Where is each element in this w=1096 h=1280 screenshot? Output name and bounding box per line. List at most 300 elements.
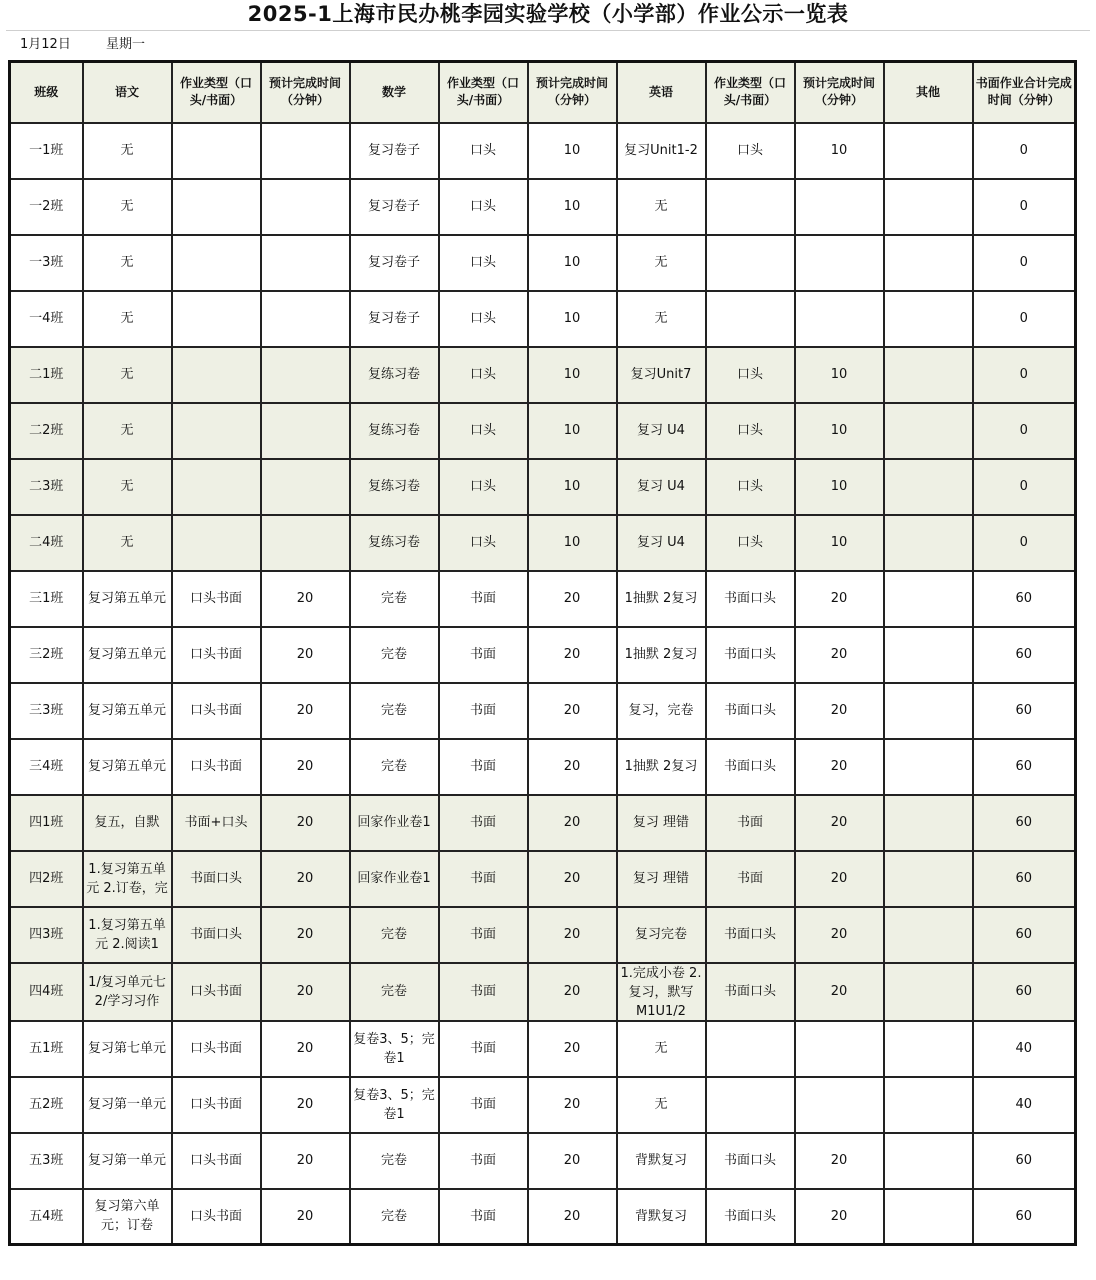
class-cell xyxy=(10,1077,83,1133)
english-cell-text: 复习Unit1-2 xyxy=(624,143,698,158)
chinese-type-cell xyxy=(172,627,261,683)
chinese-cell-text: 无 xyxy=(120,535,134,550)
english-time-cell xyxy=(795,1021,884,1077)
english-cell-text: 无 xyxy=(654,255,668,270)
total-time-cell-text: 60 xyxy=(1015,1208,1033,1224)
chinese-cell-text: 复五，自默 xyxy=(94,815,160,830)
english-time-cell xyxy=(795,235,884,291)
english-time-cell xyxy=(795,515,884,571)
other-cell xyxy=(884,1077,973,1133)
math-time-cell-text: 20 xyxy=(563,647,581,662)
math-type-cell-text: 书面 xyxy=(469,871,496,886)
chinese-cell-text: 复习第六单元；订卷 xyxy=(94,1199,160,1234)
math-time-cell xyxy=(528,123,617,179)
math-cell xyxy=(350,235,439,291)
other-cell xyxy=(884,851,973,907)
math-cell xyxy=(350,515,439,571)
table-row xyxy=(10,403,1076,459)
homework-table xyxy=(8,60,1077,1246)
class-cell-text: 五2班 xyxy=(29,1097,64,1112)
math-cell xyxy=(350,851,439,907)
english-type-cell xyxy=(706,1077,795,1133)
total-time-cell xyxy=(973,1021,1076,1077)
chinese-cell xyxy=(83,123,172,179)
math-type-cell-text: 口头 xyxy=(469,535,496,550)
english-time-cell-text: 20 xyxy=(830,759,848,774)
table-row xyxy=(10,515,1076,571)
other-cell xyxy=(884,1189,973,1245)
math-time-cell-text: 20 xyxy=(563,591,581,606)
chinese-cell xyxy=(83,1133,172,1189)
table-row xyxy=(10,571,1076,627)
chinese-time-cell-text: 20 xyxy=(296,815,314,830)
math-cell-text: 回家作业卷1 xyxy=(357,815,431,830)
english-type-cell xyxy=(706,347,795,403)
english-type-cell-text: 书面口头 xyxy=(723,759,776,774)
math-time-cell-text: 20 xyxy=(563,1208,581,1224)
math-cell xyxy=(350,627,439,683)
math-cell-text: 复习卷子 xyxy=(367,143,420,158)
english-type-cell-text: 书面 xyxy=(736,871,763,886)
other-cell xyxy=(884,347,973,403)
english-cell xyxy=(617,795,706,851)
math-time-cell-text: 10 xyxy=(563,143,581,158)
class-cell xyxy=(10,235,83,291)
chinese-time-cell xyxy=(261,1077,350,1133)
total-time-cell xyxy=(973,1077,1076,1133)
math-time-cell-text: 10 xyxy=(563,479,581,494)
english-time-cell-text: 10 xyxy=(830,143,848,158)
chinese-time-cell xyxy=(261,459,350,515)
date-label: 1月12日 xyxy=(20,37,71,52)
english-cell xyxy=(617,627,706,683)
english-cell-text: 复习 U4 xyxy=(637,479,685,494)
chinese-time-cell xyxy=(261,235,350,291)
english-time-cell xyxy=(795,739,884,795)
english-cell xyxy=(617,1133,706,1189)
english-type-cell-text: 书面口头 xyxy=(723,984,776,999)
other-cell xyxy=(884,1021,973,1077)
english-cell-text: 复习，完卷 xyxy=(628,703,694,718)
math-time-cell xyxy=(528,627,617,683)
english-cell-text: 复习 理错 xyxy=(632,815,690,830)
chinese-type-cell xyxy=(172,963,261,1021)
math-time-cell-text: 10 xyxy=(563,255,581,270)
chinese-time-cell xyxy=(261,739,350,795)
math-time-cell xyxy=(528,571,617,627)
english-type-cell xyxy=(706,963,795,1021)
math-type-cell-text: 口头 xyxy=(469,367,496,382)
math-type-cell-text: 口头 xyxy=(469,255,496,270)
total-time-cell xyxy=(973,347,1076,403)
math-type-cell-text: 书面 xyxy=(469,703,496,718)
total-time-cell-text: 0 xyxy=(1019,311,1028,326)
math-time-cell xyxy=(528,347,617,403)
math-type-cell-text: 书面 xyxy=(469,1208,496,1224)
english-time-cell-text: 20 xyxy=(830,703,848,718)
chinese-cell-text: 复习第一单元 xyxy=(87,1153,166,1168)
math-type-cell-text: 书面 xyxy=(469,984,496,999)
chinese-cell-text: 复习第五单元 xyxy=(87,703,166,718)
chinese-type-cell xyxy=(172,795,261,851)
other-cell xyxy=(884,235,973,291)
english-time-cell xyxy=(795,123,884,179)
math-cell xyxy=(350,907,439,963)
total-time-cell-text: 0 xyxy=(1019,143,1028,158)
table-body xyxy=(10,123,1076,1245)
math-time-cell-text: 10 xyxy=(563,311,581,326)
class-cell-text: 二2班 xyxy=(29,423,64,438)
table-row xyxy=(10,347,1076,403)
total-time-cell xyxy=(973,795,1076,851)
class-cell xyxy=(10,1133,83,1189)
english-cell-text: 复习完卷 xyxy=(634,927,687,942)
chinese-type-cell xyxy=(172,347,261,403)
class-cell xyxy=(10,179,83,235)
class-cell-text: 五4班 xyxy=(29,1208,64,1224)
column-header: 英语 xyxy=(617,62,706,123)
english-cell-text: 无 xyxy=(654,199,668,214)
chinese-type-cell xyxy=(172,515,261,571)
math-cell xyxy=(350,1021,439,1077)
math-type-cell xyxy=(439,123,528,179)
english-type-cell-text: 书面口头 xyxy=(723,1208,776,1224)
math-time-cell xyxy=(528,795,617,851)
chinese-time-cell xyxy=(261,123,350,179)
math-cell-text: 复练习卷 xyxy=(367,535,420,550)
english-type-cell xyxy=(706,627,795,683)
english-type-cell-text: 口头 xyxy=(736,143,763,158)
english-type-cell xyxy=(706,683,795,739)
class-cell-text: 一1班 xyxy=(29,143,64,158)
english-time-cell-text: 10 xyxy=(830,367,848,382)
chinese-time-cell-text: 20 xyxy=(296,703,314,718)
chinese-type-cell-text: 口头书面 xyxy=(189,703,242,718)
chinese-type-cell xyxy=(172,1133,261,1189)
chinese-cell-text: 无 xyxy=(120,143,134,158)
english-cell xyxy=(617,515,706,571)
chinese-time-cell-text: 20 xyxy=(296,591,314,606)
chinese-cell-text: 1.复习第五单元 2.阅读1 xyxy=(88,917,166,952)
class-cell xyxy=(10,459,83,515)
english-cell-text: 复习Unit7 xyxy=(630,367,692,382)
chinese-type-cell-text: 口头书面 xyxy=(189,1041,242,1056)
chinese-cell-text: 1/复习单元七 2/学习习作 xyxy=(88,974,166,1009)
chinese-time-cell xyxy=(261,515,350,571)
english-type-cell xyxy=(706,235,795,291)
class-cell-text: 二1班 xyxy=(29,367,64,382)
english-time-cell-text: 10 xyxy=(830,423,848,438)
english-cell xyxy=(617,1077,706,1133)
class-cell-text: 二4班 xyxy=(29,535,64,550)
english-time-cell-text: 20 xyxy=(830,591,848,606)
class-cell xyxy=(10,571,83,627)
english-type-cell-text: 口头 xyxy=(736,423,763,438)
other-cell xyxy=(884,123,973,179)
english-time-cell xyxy=(795,683,884,739)
chinese-type-cell xyxy=(172,1021,261,1077)
chinese-cell xyxy=(83,627,172,683)
math-time-cell-text: 20 xyxy=(563,871,581,886)
column-header: 作业类型（口头/书面） xyxy=(172,62,261,123)
class-cell-text: 一2班 xyxy=(29,199,64,214)
english-time-cell xyxy=(795,1077,884,1133)
table-row xyxy=(10,1189,1076,1245)
english-cell xyxy=(617,1021,706,1077)
total-time-cell-text: 40 xyxy=(1015,1041,1033,1056)
math-type-cell-text: 书面 xyxy=(469,1041,496,1056)
math-type-cell xyxy=(439,347,528,403)
english-time-cell-text: 10 xyxy=(830,535,848,550)
chinese-cell-text: 无 xyxy=(120,367,134,382)
table-row xyxy=(10,907,1076,963)
chinese-time-cell-text: 20 xyxy=(296,1097,314,1112)
math-cell xyxy=(350,1133,439,1189)
math-cell-text: 复练习卷 xyxy=(367,367,420,382)
chinese-cell xyxy=(83,795,172,851)
total-time-cell xyxy=(973,459,1076,515)
chinese-cell-text: 无 xyxy=(120,199,134,214)
english-cell-text: 1.完成小卷 2.复习，默写M1U1/2 xyxy=(620,965,702,1019)
chinese-cell xyxy=(83,851,172,907)
chinese-type-cell-text: 口头书面 xyxy=(189,1097,242,1112)
math-cell-text: 完卷 xyxy=(380,1208,407,1224)
english-type-cell-text: 书面 xyxy=(736,815,763,830)
math-type-cell xyxy=(439,235,528,291)
english-time-cell xyxy=(795,459,884,515)
other-cell xyxy=(884,795,973,851)
table-row xyxy=(10,1133,1076,1189)
math-cell-text: 复习卷子 xyxy=(367,311,420,326)
column-header: 作业类型（口头/书面） xyxy=(439,62,528,123)
chinese-time-cell xyxy=(261,1133,350,1189)
chinese-cell-text: 无 xyxy=(120,311,134,326)
total-time-cell xyxy=(973,235,1076,291)
page-title: 2025-1上海市民办桃李园实验学校（小学部）作业公示一览表 xyxy=(247,2,849,26)
chinese-type-cell xyxy=(172,459,261,515)
english-cell xyxy=(617,179,706,235)
english-cell xyxy=(617,459,706,515)
other-cell xyxy=(884,963,973,1021)
chinese-time-cell xyxy=(261,795,350,851)
other-cell xyxy=(884,739,973,795)
english-cell-text: 复习 U4 xyxy=(637,423,685,438)
english-type-cell xyxy=(706,291,795,347)
english-cell xyxy=(617,739,706,795)
chinese-time-cell xyxy=(261,347,350,403)
english-time-cell xyxy=(795,403,884,459)
class-cell xyxy=(10,515,83,571)
chinese-cell-text: 复习第五单元 xyxy=(87,591,166,606)
math-cell-text: 复练习卷 xyxy=(367,423,420,438)
chinese-time-cell xyxy=(261,963,350,1021)
table-row xyxy=(10,851,1076,907)
english-cell xyxy=(617,963,706,1021)
chinese-cell-text: 1.复习第五单元 2.订卷，完 xyxy=(86,861,168,896)
math-time-cell xyxy=(528,403,617,459)
math-type-cell xyxy=(439,515,528,571)
class-cell-text: 五3班 xyxy=(29,1153,64,1168)
table-row xyxy=(10,235,1076,291)
chinese-time-cell-text: 20 xyxy=(296,647,314,662)
math-type-cell-text: 口头 xyxy=(469,423,496,438)
total-time-cell-text: 0 xyxy=(1019,255,1028,270)
math-type-cell-text: 书面 xyxy=(469,927,496,942)
math-type-cell xyxy=(439,179,528,235)
english-cell xyxy=(617,291,706,347)
english-type-cell xyxy=(706,739,795,795)
math-cell-text: 完卷 xyxy=(380,759,407,774)
chinese-cell xyxy=(83,347,172,403)
math-cell xyxy=(350,1189,439,1245)
chinese-cell xyxy=(83,179,172,235)
english-cell-text: 复习 理错 xyxy=(632,871,690,886)
math-time-cell xyxy=(528,291,617,347)
math-time-cell-text: 20 xyxy=(563,1097,581,1112)
english-cell-text: 1抽默 2复习 xyxy=(624,759,698,774)
chinese-cell-text: 复习第一单元 xyxy=(87,1097,166,1112)
english-cell xyxy=(617,403,706,459)
math-type-cell xyxy=(439,291,528,347)
math-time-cell xyxy=(528,1021,617,1077)
english-type-cell xyxy=(706,403,795,459)
math-cell-text: 完卷 xyxy=(380,1153,407,1168)
class-cell-text: 三1班 xyxy=(29,591,64,606)
chinese-time-cell xyxy=(261,1189,350,1245)
column-header: 书面作业合计完成时间（分钟） xyxy=(973,62,1076,123)
english-cell xyxy=(617,851,706,907)
class-cell xyxy=(10,907,83,963)
chinese-time-cell-text: 20 xyxy=(296,1153,314,1168)
english-time-cell xyxy=(795,347,884,403)
chinese-type-cell xyxy=(172,291,261,347)
table-header-row xyxy=(10,62,1076,123)
total-time-cell xyxy=(973,627,1076,683)
chinese-cell xyxy=(83,571,172,627)
math-cell xyxy=(350,571,439,627)
total-time-cell-text: 60 xyxy=(1015,759,1033,774)
english-time-cell xyxy=(795,627,884,683)
table-row xyxy=(10,739,1076,795)
math-type-cell xyxy=(439,627,528,683)
english-type-cell xyxy=(706,795,795,851)
english-time-cell xyxy=(795,1133,884,1189)
other-cell xyxy=(884,459,973,515)
math-cell xyxy=(350,1077,439,1133)
math-type-cell xyxy=(439,1077,528,1133)
class-cell xyxy=(10,1189,83,1245)
english-cell xyxy=(617,347,706,403)
class-cell xyxy=(10,851,83,907)
english-type-cell-text: 口头 xyxy=(736,535,763,550)
total-time-cell-text: 60 xyxy=(1015,984,1033,999)
english-time-cell xyxy=(795,1189,884,1245)
class-cell xyxy=(10,739,83,795)
math-time-cell-text: 20 xyxy=(563,1153,581,1168)
total-time-cell xyxy=(973,123,1076,179)
math-time-cell xyxy=(528,963,617,1021)
chinese-cell xyxy=(83,515,172,571)
math-type-cell-text: 口头 xyxy=(469,479,496,494)
math-cell xyxy=(350,123,439,179)
table-row xyxy=(10,291,1076,347)
english-cell-text: 复习 U4 xyxy=(637,535,685,550)
class-cell-text: 一3班 xyxy=(29,255,64,270)
chinese-time-cell-text: 20 xyxy=(296,871,314,886)
math-time-cell xyxy=(528,515,617,571)
total-time-cell-text: 60 xyxy=(1015,927,1033,942)
class-cell xyxy=(10,123,83,179)
math-type-cell-text: 书面 xyxy=(469,759,496,774)
math-cell xyxy=(350,963,439,1021)
total-time-cell-text: 40 xyxy=(1015,1097,1033,1112)
english-time-cell xyxy=(795,907,884,963)
math-cell xyxy=(350,179,439,235)
total-time-cell xyxy=(973,291,1076,347)
table-row xyxy=(10,1021,1076,1077)
class-cell-text: 四4班 xyxy=(29,984,64,999)
chinese-cell-text: 复习第五单元 xyxy=(87,759,166,774)
chinese-cell xyxy=(83,739,172,795)
math-type-cell xyxy=(439,683,528,739)
class-cell-text: 四1班 xyxy=(29,815,64,830)
math-cell-text: 完卷 xyxy=(380,984,407,999)
chinese-cell xyxy=(83,1077,172,1133)
chinese-type-cell xyxy=(172,235,261,291)
math-cell xyxy=(350,459,439,515)
math-cell xyxy=(350,291,439,347)
english-time-cell-text: 20 xyxy=(830,984,848,999)
chinese-type-cell-text: 口头书面 xyxy=(189,1153,242,1168)
class-cell xyxy=(10,963,83,1021)
chinese-cell-text: 复习第五单元 xyxy=(87,647,166,662)
chinese-time-cell-text: 20 xyxy=(296,1208,314,1224)
other-cell xyxy=(884,1133,973,1189)
column-header: 数学 xyxy=(350,62,439,123)
total-time-cell xyxy=(973,403,1076,459)
class-cell-text: 四3班 xyxy=(29,927,64,942)
table-row xyxy=(10,123,1076,179)
column-header: 作业类型（口头/书面） xyxy=(706,62,795,123)
chinese-time-cell xyxy=(261,571,350,627)
math-type-cell xyxy=(439,851,528,907)
table-row xyxy=(10,683,1076,739)
class-cell-text: 一4班 xyxy=(29,311,64,326)
math-type-cell-text: 口头 xyxy=(469,143,496,158)
math-time-cell xyxy=(528,1077,617,1133)
math-cell-text: 复卷3、5；完卷1 xyxy=(353,1031,435,1066)
math-type-cell-text: 书面 xyxy=(469,647,496,662)
chinese-type-cell xyxy=(172,1077,261,1133)
class-cell-text: 三2班 xyxy=(29,647,64,662)
other-cell xyxy=(884,907,973,963)
chinese-type-cell xyxy=(172,179,261,235)
english-type-cell xyxy=(706,851,795,907)
math-time-cell xyxy=(528,907,617,963)
english-type-cell-text: 口头 xyxy=(736,367,763,382)
total-time-cell-text: 60 xyxy=(1015,815,1033,830)
chinese-type-cell xyxy=(172,123,261,179)
math-type-cell xyxy=(439,1021,528,1077)
class-cell xyxy=(10,347,83,403)
english-time-cell xyxy=(795,795,884,851)
chinese-cell-text: 无 xyxy=(120,423,134,438)
math-type-cell-text: 书面 xyxy=(469,815,496,830)
other-cell xyxy=(884,627,973,683)
other-cell xyxy=(884,571,973,627)
chinese-type-cell-text: 书面+口头 xyxy=(184,815,248,830)
english-cell-text: 无 xyxy=(654,1041,668,1056)
